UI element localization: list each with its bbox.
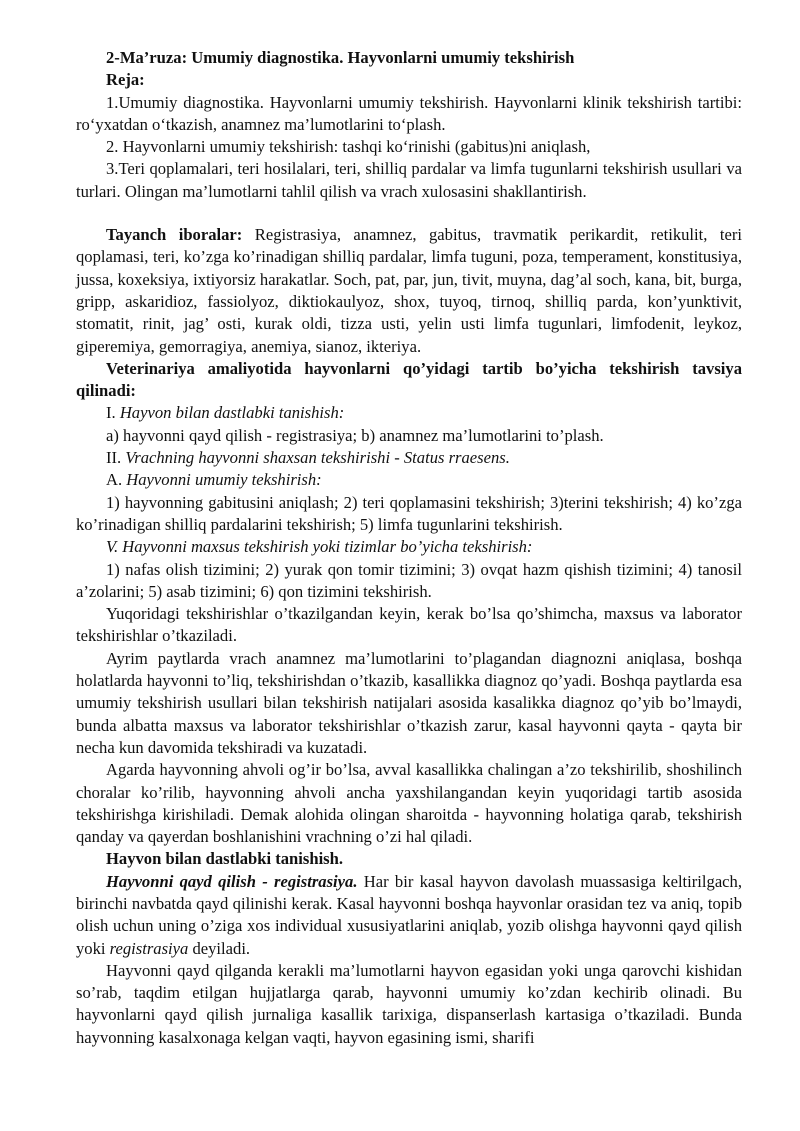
plan-heading: Reja:	[106, 70, 145, 90]
section-ii	[76, 447, 742, 469]
section-a-number: A.	[106, 470, 127, 490]
plan-item-2: 2. Hayvonlarni umumiy tekshirish: tashqi ko‘rinishi (gabitus)ni aniqlash,	[106, 137, 591, 157]
plan-item-1: 1.Umumiy diagnostika. Hayvonlarni umumiy tekshirish. Hayvonlarni klinik tekshirish tartibi: ro‘yxatdan o‘tkazish, anamnez ma’lumotlarini to‘plash.	[76, 92, 742, 134]
paragraph-ayrim: Ayrim paytlarda vrach anamnez ma’lumotlarini to’plagandan diagnozni aniqlasa, boshqa holatlarda hayvonni to’liq, tekshirishdan o’tkazib, kasallikka diagnoz qo’yadi. Boshqa paytlarda esa umumiy tekshirish usullari bilan tekshirish natijalari asosida kasalikka diagnoz qo’yib bo’lmaydi, bunda albatta maxsus va laborator tekshirishlar o’tkazish zarur, kasal hayvonni qayta - qayta bir necha kun davomida tekshiradi va kuzatadi.	[76, 648, 742, 757]
document-page	[76, 47, 742, 1049]
section-v-items: 1) nafas olish tizimini; 2) yurak qon tomir tizimini; 3) ovqat hazm qishish tizimini; 4) tanosil a’zolarini; 5) asab tizimini; 6) qon tizimini tekshirish.	[76, 559, 742, 601]
order-heading: Veterinariya amaliyotida hayvonlarni qo’yidagi tartib bo’yicha tekshirish tavsiya qilinadi:	[76, 358, 742, 401]
section-i	[76, 402, 742, 424]
keywords-text: Registrasiya, anamnez, gabitus, travmatik perikardit, retikulit, teri qoplamasi, teri, ko’zga ko’rinadigan shilliq pardalar, limfa tuguni, poza, temperament, konstitusiya, jussa, koxeksiya, ixtiyorsiz harakatlar. Soch, pat, par, jun, tivit, muyna, dag’al soch, kana, bit, burga, gripp, askaridioz, fassiolyoz, diktiokaulyoz, shox, tuyoq, tirnoq, shilliq parda, kon’yunktivit, stomatit, rinit, jag’ osti, kurak oldi, tizza usti, yelin usti limfa tugunlari, limfodenit, leykoz, giperemiya, gemorragiya, anemiya, sianoz, ikteriya.	[76, 225, 742, 356]
registration-text-a: Har bir kasal hayvon davolash muassasiga keltirilgach, birinchi navbatda qayd qilinishi kerak. Kasal hayvonni boshqa hayvonlar orasidan tez va aniq, topib olish uchun uning o’ziga xos individual xususiyatlarini aniqlab, yozib olishga hayvonni qayd qilish yoki	[76, 871, 742, 958]
section-v-title: V. Hayvonni maxsus tekshirish yoki tizimlar bo’yicha tekshirish:	[106, 537, 533, 557]
section-ii-number: II.	[106, 448, 126, 468]
section-i-items: a) hayvonni qayd qilish - registrasiya; b) anamnez ma’lumotlarini to’plash.	[106, 425, 604, 445]
section-a	[76, 469, 742, 491]
registration-term: registrasiya	[109, 938, 189, 958]
registration-label: Hayvonni qayd qilish - registrasiya.	[106, 871, 358, 891]
section-i-title: Hayvon bilan dastlabki tanishish:	[119, 403, 345, 423]
keywords-paragraph	[76, 224, 742, 358]
keywords-label: Tayanch iboralar:	[106, 225, 243, 245]
registration-paragraph	[76, 871, 742, 960]
section-a-title: Hayvonni umumiy tekshirish:	[126, 470, 322, 490]
subheading-first-acquaintance: Hayvon bilan dastlabki tanishish.	[106, 849, 344, 869]
lecture-title: 2-Ma’ruza: Umumiy diagnostika. Hayvonlarni umumiy tekshirish	[106, 48, 575, 67]
paragraph-agarda: Agarda hayvonning ahvoli og’ir bo’lsa, avval kasallikka chalingan a’zo tekshirilib, shoshilinch choralar ko’rilib, hayvonning ahvoli ancha yaxshilangandan keyin yuqoridagi tartib asosida tekshirishga kirishiladi. Demak alohida olingan sharoitda - hayvonning holatiga qarab, tekshirish qanday va qayerdan boshlanishini vrachning o’zi hal qiladi.	[76, 760, 742, 847]
paragraph-last: Hayvonni qayd qilganda kerakli ma’lumotlarni hayvon egasidan yoki unga qarovchi kishidan so’rab, taqdim etilgan hujjatlarga qarab, hayvonni umumiy ko’zdan kechirib olinadi. Bu hayvonlarni qayd qilish jurnaliga kasallik tarixiga, dispanserlash kartasiga o’tkaziladi. Bunda hayvonning kasalxonaga kelgan vaqti, hayvon egasining ismi, sharifi	[76, 960, 742, 1047]
registration-text-b: deyiladi.	[188, 938, 251, 958]
section-a-items: 1) hayvonning gabitusini aniqlash; 2) teri qoplamasini tekshirish; 3)terini tekshirish; 4) ko’zga ko’rinadigan shilliq pardalarini tekshirish; 5) limfa tugunlarini tekshirish.	[76, 492, 742, 534]
plan-item-3: 3.Teri qoplamalari, teri hosilalari, teri, shilliq pardalar va limfa tugunlarni tekshirish usullari va turlari. Olingan ma’lumotlarni tahlil qilish va vrach xulosasini shakllantirish.	[76, 159, 742, 201]
section-i-number: I.	[106, 403, 120, 423]
spacer	[76, 203, 742, 224]
section-ii-title: Vrachning hayvonni shaxsan tekshirishi - Status rraesens.	[125, 448, 510, 468]
paragraph-after-exams: Yuqoridagi tekshirishlar o’tkazilgandan keyin, kerak bo’lsa qo’shimcha, maxsus va laborator tekshirishlar o’tkaziladi.	[76, 604, 742, 646]
